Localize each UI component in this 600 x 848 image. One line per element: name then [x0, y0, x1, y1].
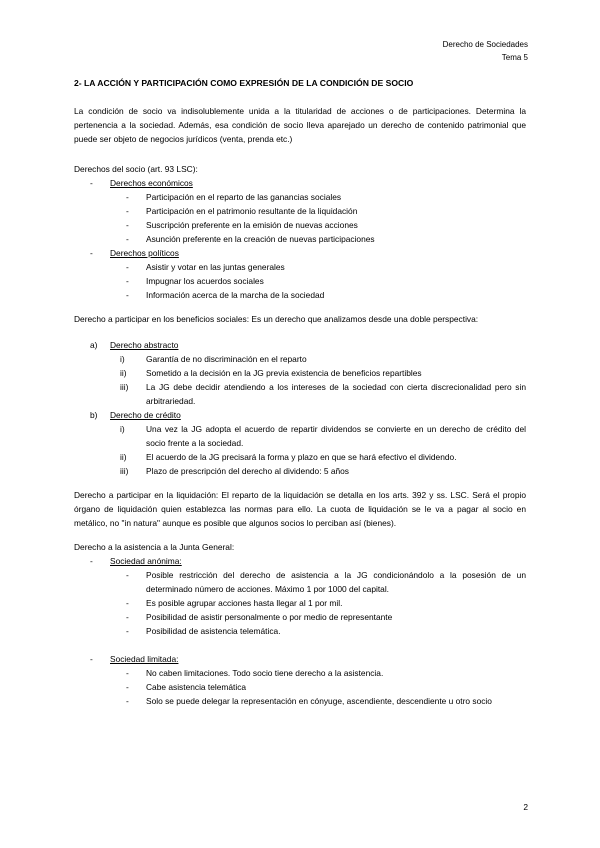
- sl-label: Sociedad limitada:: [110, 654, 179, 664]
- sa-item: [74, 554, 526, 568]
- section-title: 2- LA ACCIÓN Y PARTICIPACIÓN COMO EXPRESIÓN DE LA CONDICIÓN DE SOCIO: [74, 78, 414, 88]
- list-item: [74, 366, 526, 380]
- list-item-text: No caben limitaciones. Todo socio tiene derecho a la asistencia.: [146, 668, 384, 678]
- credit-right-item: [74, 408, 526, 422]
- list-item: [74, 596, 526, 610]
- intro-paragraph: La condición de socio va indisolublemente unida a la titularidad de acciones o de participaciones. Determina la pertenencia a la sociedad. Además, esa condición de socio lleva aparejado un derecho de contenido patrimonial que puede ser objeto de negocios jurídicos (venta, prenda etc.): [74, 106, 526, 144]
- bullet-dash: -: [126, 626, 129, 636]
- list-item-text: Asistir y votar en las juntas generales: [146, 262, 285, 272]
- list-item-text: Es posible agrupar acciones hasta llegar al 1 por mil.: [146, 598, 343, 608]
- list-item: [74, 450, 526, 464]
- item-marker: b): [90, 410, 98, 420]
- list-item-text: Garantía de no discriminación en el reparto: [146, 354, 307, 364]
- item-marker: ii): [120, 452, 127, 462]
- item-marker: i): [120, 424, 125, 434]
- sa-label: Sociedad anónima:: [110, 556, 182, 566]
- bullet-dash: -: [126, 192, 129, 202]
- political-rights-item: [74, 246, 526, 260]
- bullet-dash: -: [90, 178, 93, 188]
- item-marker: iii): [120, 466, 129, 476]
- list-item: [74, 288, 526, 302]
- list-item-text: Una vez la JG adopta el acuerdo de repartir dividendos se convierte en un derecho de crédito del socio frente a la sociedad.: [146, 424, 526, 448]
- bullet-dash: -: [126, 234, 129, 244]
- bullet-dash: -: [126, 220, 129, 230]
- rights-heading: Derechos del socio (art. 93 LSC):: [74, 164, 198, 174]
- header-course: Derecho de Sociedades: [442, 40, 528, 49]
- list-item-text: El acuerdo de la JG precisará la forma y plazo en que se hará efectivo el dividendo.: [146, 452, 457, 462]
- bullet-dash: -: [90, 556, 93, 566]
- list-item-text: Plazo de prescripción del derecho al dividendo: 5 años: [146, 466, 349, 476]
- list-item: [74, 352, 526, 366]
- list-item-text: Información acerca de la marcha de la sociedad: [146, 290, 325, 300]
- document-body: [74, 76, 526, 708]
- list-item: [74, 422, 526, 450]
- list-item: [74, 274, 526, 288]
- item-marker: i): [120, 354, 125, 364]
- list-item: [74, 232, 526, 246]
- bullet-dash: -: [126, 206, 129, 216]
- list-item: [74, 666, 526, 680]
- bullet-dash: -: [126, 570, 129, 580]
- list-item: [74, 610, 526, 624]
- list-item: [74, 204, 526, 218]
- bullet-dash: -: [126, 276, 129, 286]
- sl-item: [74, 652, 526, 666]
- list-item: [74, 680, 526, 694]
- list-item-text: Participación en el reparto de las ganancias sociales: [146, 192, 342, 202]
- political-rights-label: Derechos políticos: [110, 248, 179, 258]
- list-item-text: Posibilidad de asistir personalmente o por medio de representante: [146, 612, 393, 622]
- bullet-dash: -: [126, 668, 129, 678]
- credit-right-label: Derecho de crédito: [110, 410, 181, 420]
- liquidation-paragraph: Derecho a participar en la liquidación: El reparto de la liquidación se detalla en los arts. 392 y ss. LSC. Será el propio órgano de liquidación quien establezca las normas para ello. La cuota de liquidación se le va a pagar al socio en metálico, no "in natura" aunque es posible que algunos socios lo perciban así (bienes).: [74, 490, 526, 528]
- item-marker: a): [90, 340, 98, 350]
- economic-rights-item: [74, 176, 526, 190]
- list-item-text: Solo se puede delegar la representación en cónyuge, ascendiente, descendiente u otro socio: [146, 696, 492, 706]
- bullet-dash: -: [126, 696, 129, 706]
- list-item: [74, 380, 526, 408]
- economic-rights-label: Derechos económicos: [110, 178, 193, 188]
- bullet-dash: -: [126, 612, 129, 622]
- list-item-text: La JG debe decidir atendiendo a los intereses de la sociedad con cierta discrecionalidad pero sin arbitrariedad.: [146, 382, 526, 406]
- list-item-text: Impugnar los acuerdos sociales: [146, 276, 264, 286]
- list-item-text: Sometido a la decisión en la JG previa existencia de beneficios repartibles: [146, 368, 422, 378]
- bullet-dash: -: [90, 654, 93, 664]
- bullet-dash: -: [126, 598, 129, 608]
- list-item: [74, 260, 526, 274]
- benefits-intro: Derecho a participar en los beneficios sociales: Es un derecho que analizamos desde una doble perspectiva:: [74, 314, 479, 324]
- item-marker: ii): [120, 368, 127, 378]
- item-marker: iii): [120, 382, 129, 392]
- list-item: [74, 218, 526, 232]
- bullet-dash: -: [126, 290, 129, 300]
- list-item: [74, 464, 526, 478]
- list-item-text: Suscripción preferente en la emisión de nuevas acciones: [146, 220, 358, 230]
- list-item: [74, 694, 526, 708]
- bullet-dash: -: [126, 682, 129, 692]
- list-item: [74, 190, 526, 204]
- list-item: [74, 568, 526, 596]
- list-item-text: Posibilidad de asistencia telemática.: [146, 626, 281, 636]
- list-item-text: Asunción preferente en la creación de nuevas participaciones: [146, 234, 375, 244]
- bullet-dash: -: [126, 262, 129, 272]
- abstract-right-item: [74, 338, 526, 352]
- page-number: 2: [523, 802, 528, 812]
- page-header: [443, 38, 528, 64]
- abstract-right-label: Derecho abstracto: [110, 340, 179, 350]
- header-topic: Tema 5: [501, 53, 528, 62]
- list-item-text: Cabe asistencia telemática: [146, 682, 247, 692]
- list-item-text: Participación en el patrimonio resultante de la liquidación: [146, 206, 358, 216]
- list-item-text: Posible restricción del derecho de asistencia a la JG condicionándolo a la posesión de un determinado número de acciones. Máximo 1 por 1000 del capital.: [146, 570, 526, 594]
- assembly-heading: Derecho a la asistencia a la Junta General:: [74, 542, 235, 552]
- bullet-dash: -: [90, 248, 93, 258]
- list-item: [74, 624, 526, 638]
